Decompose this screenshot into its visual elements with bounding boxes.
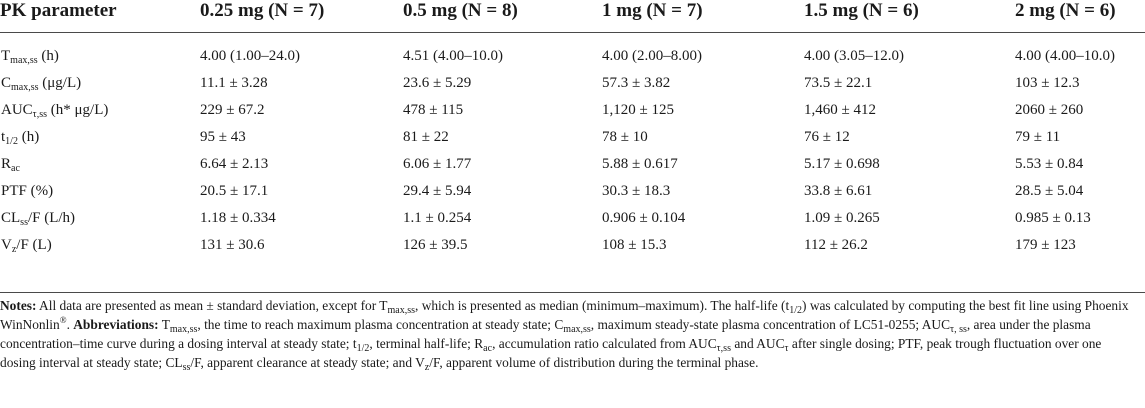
value-cell: 2060 ± 260 bbox=[1015, 102, 1084, 118]
value-cell: 478 ± 115 bbox=[403, 102, 464, 118]
header-dose-0-5mg: 0.5 mg (N = 8) bbox=[403, 0, 518, 21]
notes-text: , which is presented as median (minimum–maximum). The half-life (t bbox=[415, 298, 790, 313]
notes-text: T bbox=[158, 316, 170, 332]
value-cell: 30.3 ± 18.3 bbox=[602, 183, 671, 199]
value-cell: 4.00 (1.00–24.0) bbox=[200, 48, 300, 64]
param-unit: /F (L) bbox=[16, 237, 52, 253]
param-unit: (h* μg/L) bbox=[46, 102, 109, 118]
notes-text: , the time to reach maximum plasma concentration at steady state; C bbox=[197, 316, 564, 332]
table-row bbox=[0, 97, 1145, 124]
value-cell: 6.06 ± 1.77 bbox=[403, 156, 472, 172]
notes-text: , area under the plasma concentration–time curve during a dosing interval at steady state; t bbox=[0, 316, 1091, 351]
value-cell: 4.51 (4.00–10.0) bbox=[403, 48, 503, 64]
param-subscript: ac bbox=[11, 163, 20, 174]
table-row bbox=[0, 151, 1145, 178]
pk-parameter-cell bbox=[0, 97, 200, 124]
param-base: PTF (%) bbox=[1, 183, 54, 199]
param-subscript: ss bbox=[20, 217, 28, 228]
value-cell: 23.6 ± 5.29 bbox=[403, 75, 472, 91]
value-cell: 1.09 ± 0.265 bbox=[804, 210, 880, 226]
param-base: t bbox=[1, 129, 6, 145]
value-cell: 33.8 ± 6.61 bbox=[804, 183, 873, 199]
notes-sub: z bbox=[424, 361, 430, 373]
header-dose-0-25mg: 0.25 mg (N = 7) bbox=[200, 0, 325, 21]
notes-text: , accumulation ratio calculated from AUC bbox=[492, 335, 717, 351]
notes-text: , terminal half-life; R bbox=[369, 335, 484, 351]
value-cell: 108 ± 15.3 bbox=[602, 237, 667, 253]
registered-mark: ® bbox=[59, 314, 67, 325]
pk-parameter-cell bbox=[0, 33, 200, 70]
value-cell: 95 ± 43 bbox=[200, 129, 246, 145]
value-cell: 131 ± 30.6 bbox=[200, 237, 265, 253]
value-cell: 81 ± 22 bbox=[403, 129, 449, 145]
param-base: C bbox=[1, 75, 12, 91]
value-cell: 4.00 (2.00–8.00) bbox=[602, 48, 702, 64]
value-cell: 20.5 ± 17.1 bbox=[200, 183, 269, 199]
value-cell: 5.53 ± 0.84 bbox=[1015, 156, 1084, 172]
value-cell: 29.4 ± 5.94 bbox=[403, 183, 472, 199]
value-cell: 0.906 ± 0.104 bbox=[602, 210, 686, 226]
param-base: R bbox=[1, 156, 12, 172]
param-subscript: z bbox=[11, 244, 17, 255]
notes-text: /F, apparent volume of distribution during the terminal phase. bbox=[429, 354, 759, 370]
pk-parameter-cell bbox=[0, 151, 200, 178]
param-base: AUC bbox=[1, 102, 33, 118]
value-cell: 73.5 ± 22.1 bbox=[804, 75, 873, 91]
notes-sub: 1/2 bbox=[356, 342, 370, 354]
param-base: CL bbox=[1, 210, 21, 226]
notes-text: , maximum steady-state plasma concentration of LC51-0255; AUC bbox=[590, 316, 951, 332]
header-pk-parameter: PK parameter bbox=[0, 0, 117, 21]
pk-parameter-cell bbox=[0, 232, 200, 259]
value-cell: 126 ± 39.5 bbox=[403, 237, 468, 253]
table-header-row bbox=[0, 0, 1145, 33]
notes-sub: 1/2 bbox=[789, 305, 803, 316]
value-cell: 1.1 ± 0.254 bbox=[403, 210, 472, 226]
table-row bbox=[0, 70, 1145, 97]
param-unit: /F (L/h) bbox=[27, 210, 76, 226]
value-cell: 6.64 ± 2.13 bbox=[200, 156, 269, 172]
value-cell: 11.1 ± 3.28 bbox=[200, 75, 268, 91]
table-row bbox=[0, 205, 1145, 232]
pk-parameter-cell bbox=[0, 205, 200, 232]
value-cell: 28.5 ± 5.04 bbox=[1015, 183, 1084, 199]
notes-text: /F, apparent clearance at steady state; and V bbox=[190, 354, 425, 370]
table-row bbox=[0, 33, 1145, 70]
notes-sub: τ, ss bbox=[950, 323, 967, 335]
notes-sub: max,ss bbox=[387, 305, 415, 316]
notes-text: ) was calculated by computing the best fit line using Phoenix WinNonlin bbox=[0, 298, 1129, 332]
value-cell: 112 ± 26.2 bbox=[804, 237, 868, 253]
param-base: T bbox=[1, 48, 11, 64]
pk-parameter-cell bbox=[0, 178, 200, 205]
value-cell: 5.17 ± 0.698 bbox=[804, 156, 880, 172]
value-cell: 76 ± 12 bbox=[804, 129, 850, 145]
value-cell: 79 ± 11 bbox=[1015, 129, 1061, 145]
table-row bbox=[0, 232, 1145, 259]
value-cell: 103 ± 12.3 bbox=[1015, 75, 1080, 91]
param-subscript: max,ss bbox=[10, 55, 38, 66]
value-cell: 1,120 ± 125 bbox=[602, 102, 674, 118]
notes-sub: τ,ss bbox=[716, 342, 731, 354]
param-unit: (h) bbox=[37, 48, 59, 64]
param-unit: (μg/L) bbox=[38, 75, 82, 91]
param-subscript: τ,ss bbox=[32, 109, 47, 120]
param-subscript: 1/2 bbox=[5, 136, 18, 147]
header-dose-1-5mg: 1.5 mg (N = 6) bbox=[804, 0, 919, 21]
value-cell: 0.985 ± 0.13 bbox=[1015, 210, 1091, 226]
notes-sub: max,ss bbox=[169, 323, 198, 335]
header-dose-2mg: 2 mg (N = 6) bbox=[1015, 0, 1116, 21]
pk-parameter-cell bbox=[0, 124, 200, 151]
value-cell: 4.00 (4.00–10.0) bbox=[1015, 48, 1115, 64]
notes-text: All data are presented as mean ± standard deviation, except for T bbox=[36, 298, 388, 313]
param-base: V bbox=[1, 237, 12, 253]
notes-sub: ac bbox=[483, 342, 493, 354]
value-cell: 78 ± 10 bbox=[602, 129, 648, 145]
value-cell: 179 ± 123 bbox=[1015, 237, 1076, 253]
notes-text: and AUC bbox=[730, 335, 785, 351]
value-cell: 4.00 (3.05–12.0) bbox=[804, 48, 904, 64]
table-bottom-rule bbox=[0, 292, 1145, 293]
table-row bbox=[0, 124, 1145, 151]
notes-text: . bbox=[66, 316, 74, 332]
notes-sub: ss bbox=[182, 361, 191, 373]
header-dose-1mg: 1 mg (N = 7) bbox=[602, 0, 703, 21]
param-subscript: max,ss bbox=[11, 82, 39, 93]
pk-parameter-cell bbox=[0, 70, 200, 97]
notes-sub: max,ss bbox=[563, 323, 591, 335]
value-cell: 1.18 ± 0.334 bbox=[200, 210, 276, 226]
param-unit: (h) bbox=[17, 129, 40, 145]
table-notes bbox=[0, 297, 1140, 373]
table-row bbox=[0, 178, 1145, 205]
value-cell: 1,460 ± 412 bbox=[804, 102, 876, 118]
notes-label: Notes: bbox=[0, 298, 37, 313]
notes-text: after single dosing; PTF, peak trough fluctuation over one dosing interval at steady state; CL bbox=[0, 335, 1102, 370]
value-cell: 57.3 ± 3.82 bbox=[602, 75, 671, 91]
abbreviations-label: Abbreviations: bbox=[73, 316, 159, 332]
value-cell: 5.88 ± 0.617 bbox=[602, 156, 678, 172]
notes-sub: τ bbox=[784, 342, 789, 354]
value-cell: 229 ± 67.2 bbox=[200, 102, 265, 118]
